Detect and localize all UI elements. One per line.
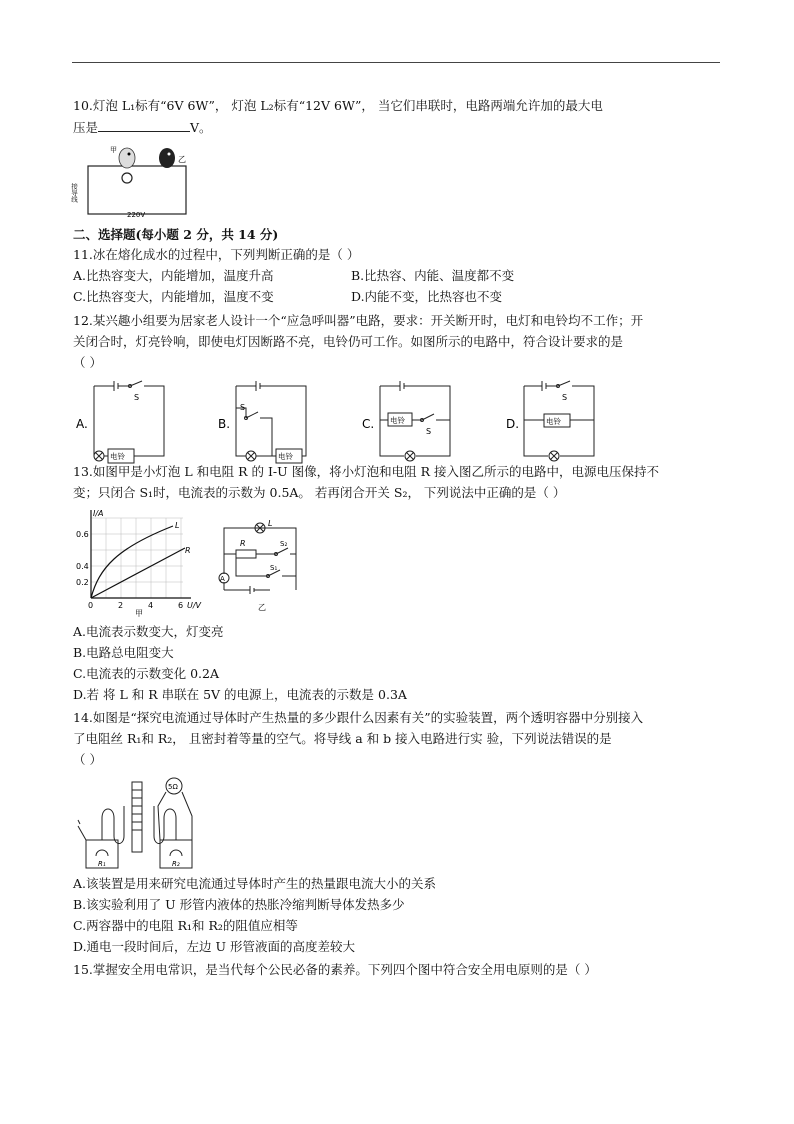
q11-option-a[interactable]: A.比热容变大，内能增加，温度升高 xyxy=(73,268,274,283)
q14-resistor-label: 5Ω xyxy=(168,783,178,791)
q10-figure xyxy=(72,138,192,218)
q13-iu-graph xyxy=(73,508,213,616)
q12-circuit-c[interactable] xyxy=(360,378,460,468)
q13-xtick-6: 6 xyxy=(178,601,184,610)
q10-label-jia: 甲 xyxy=(110,146,117,154)
q14-label-r1: R₁ xyxy=(98,860,106,868)
q13-line-r xyxy=(91,548,185,598)
q12-line3: （ ） xyxy=(73,355,102,370)
q14-option-a[interactable]: A.该装置是用来研究电流通过导体时产生的热量跟电流大小的关系 xyxy=(73,876,437,891)
section2-heading: 二、选择题(每小题 2 分，共 14 分) xyxy=(73,227,279,242)
q10-prefix: 压是 xyxy=(73,120,99,135)
q11-option-b[interactable]: B.比热容、内能、温度都不变 xyxy=(351,268,515,283)
q13-line2: 变；只闭合 S₁时，电流表的示数为 0.5A。 若再闭合开关 S₂， 下列说法中正确的是（ ） xyxy=(73,485,566,500)
q14-line3: （ ） xyxy=(73,752,102,767)
q12-line1: 12.某兴趣小组要为居家老人设计一个“应急呼叫器”电路，要求：开关断开时，电灯和电铃均不工作；开 xyxy=(73,313,644,328)
q13-circuit-l: L xyxy=(268,519,273,528)
q14-label-r2: R₂ xyxy=(172,860,180,868)
q13-ylabel: I/A xyxy=(93,509,104,518)
q11-stem: 11.冰在熔化成水的过程中，下列判断正确的是（ ） xyxy=(73,247,360,262)
q13-option-d[interactable]: D.若 将 L 和 R 串联在 5V 的电源上，电流表的示数是 0.3A xyxy=(73,687,407,702)
q12-a-bell: 电铃 xyxy=(110,452,125,461)
bird-yi-icon xyxy=(159,148,175,168)
q10-line1: 10.灯泡 L₁标有“6V 6W”， 灯泡 L₂标有“12V 6W”， 当它们串联时，电路两端允许加的最大电 xyxy=(73,98,603,113)
header-rule xyxy=(72,62,720,63)
q10-label-voltage: 220V xyxy=(127,211,146,219)
q14-line2: 了电阻丝 R₁和 R₂， 且密封着等量的空气。将导线 a 和 b 接入电路进行实 验，下列说法错误的是 xyxy=(73,731,612,746)
q10-answer-blank[interactable] xyxy=(98,119,190,132)
q13-ytick-02: 0.2 xyxy=(76,578,89,587)
q14-option-d[interactable]: D.通电一段时间后，左边 U 形管液面的高度差较大 xyxy=(73,939,356,954)
q12-a-label: A. xyxy=(76,417,88,431)
q10-suffix: V。 xyxy=(190,120,212,135)
q14-line1: 14.如图是“探究电流通过导体时产生热量的多少跟什么因素有关”的实验装置，两个透明容器中分别接入 xyxy=(73,710,644,725)
q10-label-yi: 乙 xyxy=(178,155,186,164)
q11-option-c[interactable]: C.比热容变大，内能增加，温度不变 xyxy=(73,289,274,304)
q12-d-label: D. xyxy=(506,417,520,431)
q13-circuit-s1: S₁ xyxy=(270,564,278,572)
q12-circuit-b[interactable] xyxy=(216,378,316,468)
q13-ammeter-a: A xyxy=(220,575,225,583)
q12-circuit-d[interactable] xyxy=(504,378,604,468)
q13-circuit xyxy=(210,520,310,612)
q12-c-label: C. xyxy=(362,417,375,431)
q13-option-b[interactable]: B.电路总电阻变大 xyxy=(73,645,174,660)
q13-xlabel: U/V xyxy=(187,601,202,610)
q13-xtick-2: 2 xyxy=(118,601,124,610)
q13-label-l: L xyxy=(175,521,180,530)
q12-b-bell: 电铃 xyxy=(278,452,293,461)
q13-line1: 13.如图甲是小灯泡 L 和电阻 R 的 I-U 图像，将小灯泡和电阻 R 接入图乙所示的电路中，电源电压保持不 xyxy=(73,464,659,479)
q10-label-wire: 接导线 xyxy=(70,183,78,203)
q12-b-label: B. xyxy=(218,417,231,431)
q12-circuit-a[interactable] xyxy=(74,378,174,468)
q14-option-b[interactable]: B.该实验利用了 U 形管内液体的热胀冷缩判断导体发热多少 xyxy=(73,897,405,912)
q12-c-switch: S xyxy=(426,427,432,436)
q10-line2 xyxy=(73,119,212,136)
q13-circuit-caption: 乙 xyxy=(258,603,266,612)
q11-option-d[interactable]: D.内能不变，比热容也不变 xyxy=(351,289,503,304)
q13-xtick-0: 0 xyxy=(88,601,94,610)
q12-b-switch: S xyxy=(240,403,246,412)
q13-curve-l xyxy=(91,526,173,598)
q13-label-r: R xyxy=(185,546,191,555)
q13-circuit-r: R xyxy=(240,539,246,548)
q14-option-c[interactable]: C.两容器中的电阻 R₁和 R₂的阻值应相等 xyxy=(73,918,298,933)
q12-a-switch: S xyxy=(134,393,140,402)
q12-d-switch: S xyxy=(562,393,568,402)
bird-jia-icon xyxy=(119,148,135,168)
q12-d-bell: 电铃 xyxy=(546,417,561,426)
q13-graph-caption: 甲 xyxy=(135,609,143,618)
q12-c-bell: 电铃 xyxy=(390,416,405,425)
q13-circuit-s2: S₂ xyxy=(280,540,288,548)
q13-option-a[interactable]: A.电流表示数变大，灯变亮 xyxy=(73,624,224,639)
q14-figure xyxy=(74,776,204,872)
q12-line2: 关闭合时，灯亮铃响，即使电灯因断路不亮，电铃仍可工作。如图所示的电路中，符合设计要求的是 xyxy=(73,334,624,349)
q13-xtick-4: 4 xyxy=(148,601,154,610)
q13-ytick-06: 0.6 xyxy=(76,530,89,539)
q15-stem: 15.掌握安全用电常识，是当代每个公民必备的素养。下列四个图中符合安全用电原则的是（ ） xyxy=(73,962,597,977)
q13-option-c[interactable]: C.电流表的示数变化 0.2A xyxy=(73,666,219,681)
q13-ytick-04: 0.4 xyxy=(76,562,89,571)
